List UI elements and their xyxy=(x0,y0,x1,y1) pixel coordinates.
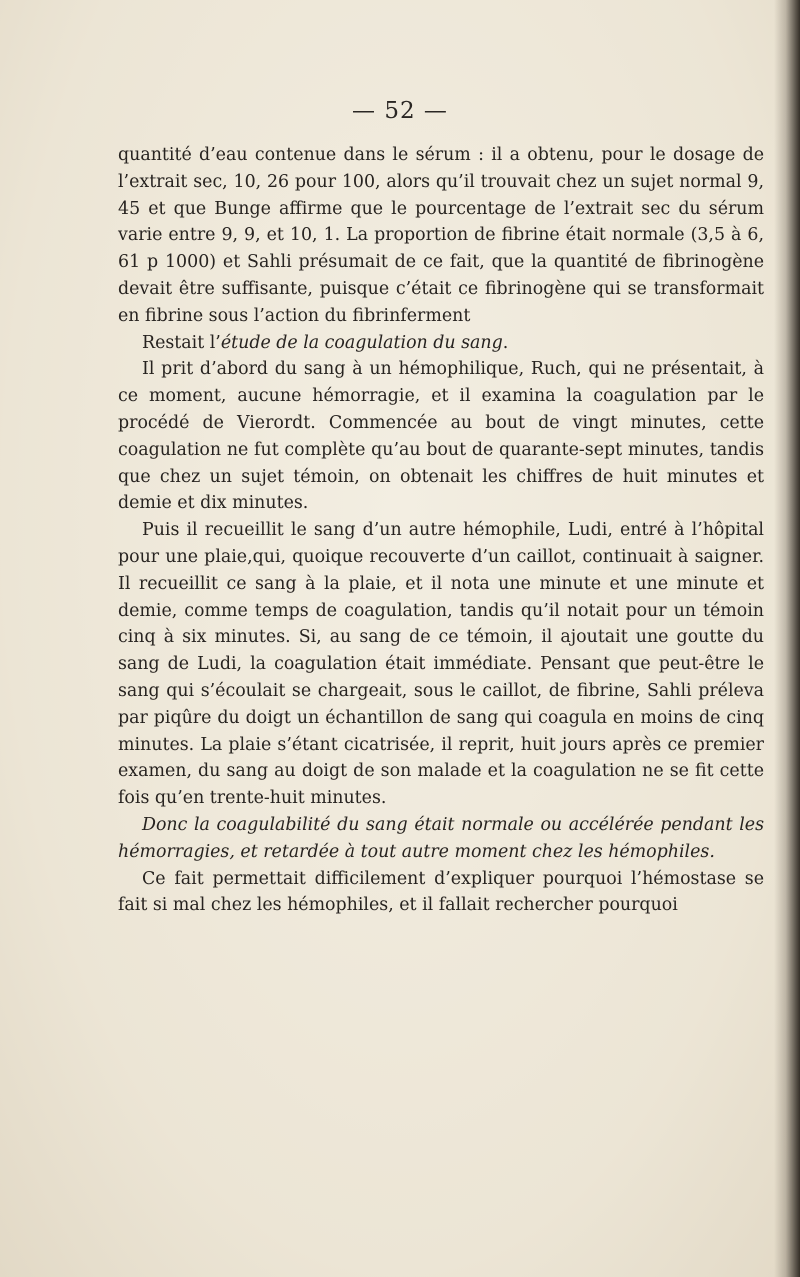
paragraph-2-post: . xyxy=(502,332,509,353)
paragraph-4: Puis il recueillit le sang d’un autre hémophile, Ludi, entré à l’hôpital pour une plaie,qui, quoique recouverte d’un caillot, continuait à saigner. Il recueillit ce sang à la plaie, et il nota une minute et une minute et demie, comme temps de coagulation, tandis qu’il notait pour un témoin cinq à six minutes. Si, au sang de ce témoin, il ajoutait une goutte du sang de Ludi, la coagulation était immédiate. Pensant que peut-être le sang qui s’écoulait se chargeait, sous le caillot, de fibrine, Sahli préleva par piqûre du doigt un échantillon de sang qui coagula en moins de cinq minutes. La plaie s’étant cicatrisée, il reprit, huit jours après ce premier examen, du sang au doigt de son malade et la coagulation ne se fit cette fois qu’en trente-huit minutes. xyxy=(118,520,764,809)
body-text xyxy=(118,142,764,919)
paragraph-2-italic: étude de la coagulation du sang xyxy=(220,332,503,353)
page-edge-shadow xyxy=(774,0,800,1277)
paragraph-6: Ce fait permettait difficilement d’expliquer pourquoi l’hémostase se fait si mal chez les hémophiles, et il fallait rechercher pourquoi xyxy=(118,868,764,916)
paragraph-5 xyxy=(118,812,764,866)
paragraph-3: Il prit d’abord du sang à un hémophilique, Ruch, qui ne présentait, à ce moment, aucune hémorragie, et il examina la coagulation par le procédé de Vierordt. Commencée au bout de vingt minutes, cette coagulation ne fut complète qu’au bout de quarante-sept minutes, tandis que chez un sujet témoin, on obtenait les chiffres de huit minutes et demie et dix minutes. xyxy=(118,359,764,514)
page-number: — 52 — xyxy=(352,98,448,124)
paragraph-2 xyxy=(118,330,764,357)
paragraph-2-pre: Restait l’ xyxy=(142,332,221,353)
paragraph-5-italic: Donc la coagulabilité du sang était normale ou accélérée pendant les hémorragies, et retardée à tout autre moment chez les hémophiles. xyxy=(118,814,764,862)
paragraph-1: quantité d’eau contenue dans le sérum : il a obtenu, pour le dosage de l’extrait sec, 10, 26 pour 100, alors qu’il trouvait chez un sujet normal 9, 45 et que Bunge affirme que le pourcentage de l’extrait sec du sérum varie entre 9, 9, et 10, 1. La proportion de fibrine était normale (3,5 à 6, 61 p 1000) et Sahli présumait de ce fait, que la quantité de fibrinogène devait être suffisante, puisque c’était ce fibrinogène qui se transformait en fibrine sous l’action du fibrinferment xyxy=(118,145,764,326)
